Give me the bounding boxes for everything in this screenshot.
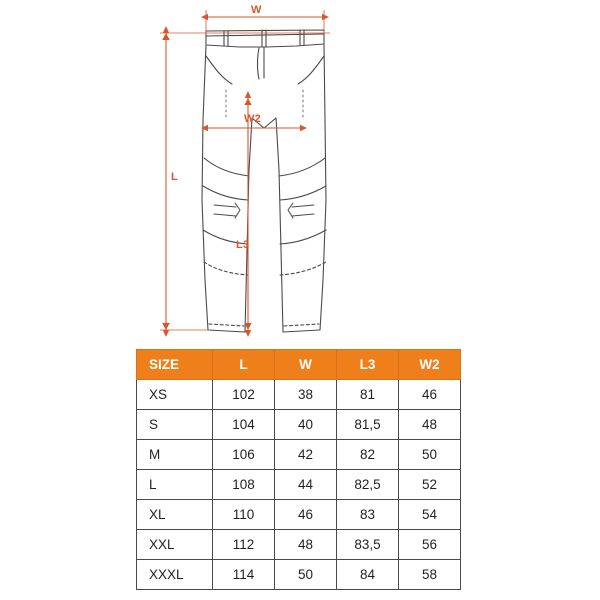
dimension-label-l3: L3 [236,239,250,251]
table-row [137,500,461,530]
cell-l: 112 [213,530,275,560]
cell-l: 106 [213,440,275,470]
cell-w: 40 [275,410,337,440]
cell-size: M [137,440,213,470]
cell-l3: 81 [337,380,399,410]
table-header-size: SIZE [137,350,213,380]
cell-l3: 82,5 [337,470,399,500]
table-row [137,380,461,410]
cell-w: 38 [275,380,337,410]
cell-l3: 82 [337,440,399,470]
cell-size: S [137,410,213,440]
cell-w2: 56 [399,530,461,560]
table-header-row [137,350,461,380]
size-table-wrapper [136,349,460,590]
table-row [137,530,461,560]
size-table [136,349,461,590]
table-row [137,470,461,500]
cell-w2: 58 [399,560,461,590]
table-header-w2: W2 [399,350,461,380]
table-row [137,440,461,470]
cell-w: 50 [275,560,337,590]
cell-size: L [137,470,213,500]
table-row [137,410,461,440]
cell-w: 42 [275,440,337,470]
cell-l: 114 [213,560,275,590]
cell-l: 104 [213,410,275,440]
cell-size: XS [137,380,213,410]
cell-w2: 46 [399,380,461,410]
table-header-w: W [275,350,337,380]
cell-l3: 83,5 [337,530,399,560]
dimension-label-w: W [251,4,262,16]
cell-w2: 48 [399,410,461,440]
cell-w: 48 [275,530,337,560]
cell-l: 108 [213,470,275,500]
dimension-label-w2: W2 [244,113,262,125]
table-row [137,560,461,590]
cell-w: 46 [275,500,337,530]
cell-size: XXXL [137,560,213,590]
cell-w: 44 [275,470,337,500]
cell-l: 102 [213,380,275,410]
table-header-l: L [213,350,275,380]
cell-l3: 84 [337,560,399,590]
cell-w2: 50 [399,440,461,470]
cell-l3: 81,5 [337,410,399,440]
cell-size: XL [137,500,213,530]
table-header-l3: L3 [337,350,399,380]
cell-size: XXL [137,530,213,560]
cell-l3: 83 [337,500,399,530]
cell-l: 110 [213,500,275,530]
dimension-label-l: L [171,171,179,183]
cell-w2: 52 [399,470,461,500]
cell-w2: 54 [399,500,461,530]
